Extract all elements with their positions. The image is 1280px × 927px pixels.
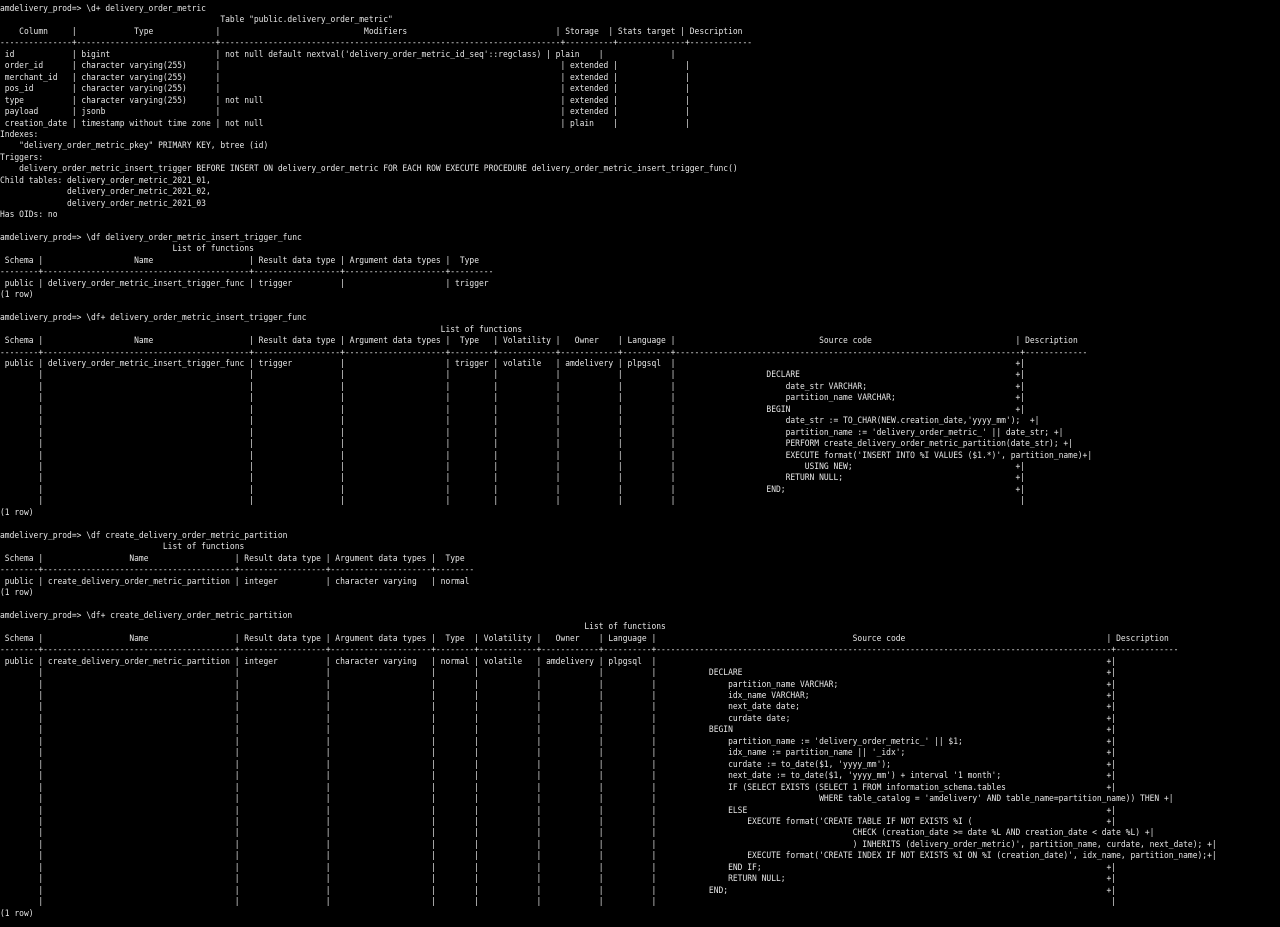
terminal-line: | | | | | | | | END; +| [0,483,1026,494]
terminal-line: public | delivery_order_metric_insert_trigger_func | trigger | | trigger [0,277,489,288]
terminal-line: | | | | | | | | next_date := to_date($1, 'yyyy_mm') + interval '1 month'; +| [0,770,1117,781]
terminal-line: Child tables: delivery_order_metric_2021_01, [0,174,211,185]
terminal-line: | | | | | | | | curdate date; +| [0,712,1117,723]
terminal-line: | | | | | | | | EXECUTE format('INSERT INTO %I VALUES ($1.*)', partition_name)+| [0,449,1093,460]
terminal-line: id | bigint | not null default nextval('delivery_order_metric_id_seq'::regclass) | plain | | [0,48,676,59]
terminal-line: | | | | | | | | END IF; +| [0,861,1117,872]
terminal-line: | | | | | | | | curdate := to_date($1, 'yyyy_mm'); +| [0,758,1117,769]
terminal-line: | | | | | | | | RETURN NULL; +| [0,472,1026,483]
terminal-line: --------+-------------------------------------------+------------------+---------------------+--------- [0,266,494,277]
terminal-line: Table "public.delivery_order_metric" [0,14,393,25]
terminal-line: amdelivery_prod=> \df delivery_order_metric_insert_trigger_func [0,232,302,242]
terminal-line: Schema | Name | Result data type | Argument data types | Type [0,254,480,265]
terminal-line: public | delivery_order_metric_insert_trigger_func | trigger | | trigger | volatile | amdelivery | plpgsql | +| [0,357,1026,368]
terminal-line: | | | | | | | | ELSE +| [0,804,1117,815]
terminal-line: | | | | | | | | date_str := TO_CHAR(NEW.creation_date,'yyyy_mm'); +| [0,415,1040,426]
terminal-line: amdelivery_prod=> \df+ create_delivery_order_metric_partition [0,609,293,620]
terminal-line: order_id | character varying(255) | | extended | | [0,60,690,71]
terminal-line: delivery_order_metric_insert_trigger BEFORE INSERT ON delivery_order_metric FOR EACH ROW EXECUTE PROCEDURE delivery_order_metric_insert_trigger_func() [0,163,738,174]
terminal-line: creation_date | timestamp without time zone | not null | plain | | [0,117,690,128]
terminal-line: Column | Type | Modifiers | Storage | Stats target | Description [0,25,743,36]
terminal-line: payload | jsonb | | extended | | [0,106,690,117]
terminal-line: List of functions [0,243,254,254]
terminal-line: | | | | | | | | | [0,495,1026,506]
terminal-line: | | | | | | | | partition_name := 'delivery_order_metric_' || $1; +| [0,735,1117,746]
terminal-line: | | | | | | | | partition_name VARCHAR; +| [0,678,1117,689]
terminal-line: --------+----------------------------------------+------------------+---------------------+-------- [0,564,475,575]
terminal-line: ---------------+-----------------------------+-----------------------------------------------------------------------+----------+--------------+------------- [0,37,753,48]
terminal-line: | | | | | | | | idx_name VARCHAR; +| [0,690,1117,700]
terminal-line: delivery_order_metric_2021_03 [0,197,206,208]
terminal-line: merchant_id | character varying(255) | | extended | | [0,71,690,82]
terminal-line: pos_id | character varying(255) | | extended | | [0,83,690,94]
terminal-line: Indexes: [0,128,39,139]
terminal-line: public | create_delivery_order_metric_partition | integer | character varying | normal | volatile | amdelivery | plpgsql | +| [0,655,1117,666]
terminal-line: Schema | Name | Result data type | Argument data types | Type | Volatility | Owner | Language | Source code | Description [0,335,1078,346]
terminal-line: List of functions [0,541,245,552]
terminal-line: | | | | | | | | DECLARE +| [0,369,1026,380]
terminal-line: (1 row) [0,289,34,300]
terminal-line: List of functions [0,621,666,632]
terminal-line: | | | | | | | | partition_name VARCHAR; +| [0,392,1026,403]
terminal-line: type | character varying(255) | not null | extended | | [0,94,690,105]
terminal-line: Has OIDs: no [0,209,58,220]
terminal-line: List of functions [0,323,523,334]
terminal-line: --------+-------------------------------------------+------------------+---------------------+---------+------------+------------+----------+------------------------------------------------------------------------+------------- [0,346,1088,357]
terminal-line: | | | | | | | | WHERE table_catalog = 'amdelivery' AND table_name=partition_name)) THEN +| [0,793,1174,804]
terminal-line: | | | | | | | | EXECUTE format('CREATE TABLE IF NOT EXISTS %I ( +| [0,815,1117,826]
terminal-line: (1 row) [0,907,34,918]
terminal-line: Schema | Name | Result data type | Argument data types | Type [0,552,465,563]
terminal-line: | | | | | | | | date_str VARCHAR; +| [0,380,1026,391]
terminal-line: | | | | | | | | ) INHERITS (delivery_order_metric)', partition_name, curdate, next_date); +| [0,838,1217,849]
terminal-line: | | | | | | | | partition_name := 'delivery_order_metric_' || date_str; +| [0,426,1064,437]
terminal-line: | | | | | | | | idx_name := partition_name || '_idx'; +| [0,747,1117,758]
terminal-line: | | | | | | | | PERFORM create_delivery_order_metric_partition(date_str); +| [0,438,1073,449]
terminal-line: Triggers: [0,151,44,162]
terminal-line: amdelivery_prod=> \df create_delivery_order_metric_partition [0,529,288,540]
terminal-line: | | | | | | | | next_date date; +| [0,701,1117,712]
terminal-line: (1 row) [0,506,34,517]
terminal-line: Schema | Name | Result data type | Argument data types | Type | Volatility | Owner | Language | Source code | Description [0,632,1169,643]
terminal-line: --------+----------------------------------------+------------------+---------------------+--------+------------+------------+----------+-----------------------------------------------------------------------------------------------+------------- [0,644,1179,655]
terminal-line: "delivery_order_metric_pkey" PRIMARY KEY, btree (id) [0,140,269,151]
terminal-line: amdelivery_prod=> \df+ delivery_order_metric_insert_trigger_func [0,312,307,323]
terminal-line: | | | | | | | | CHECK (creation_date >= date %L AND creation_date < date %L) +| [0,827,1155,838]
terminal-line: amdelivery_prod=> \d+ delivery_order_metric [0,3,206,13]
terminal-line: | | | | | | | | | [0,896,1117,907]
terminal-line: | | | | | | | | IF (SELECT EXISTS (SELECT 1 FROM information_schema.tables +| [0,781,1117,792]
terminal-line: | | | | | | | | DECLARE +| [0,667,1117,678]
terminal-line: delivery_order_metric_2021_02, [0,186,211,197]
terminal-line: public | create_delivery_order_metric_partition | integer | character varying | normal [0,575,470,586]
terminal-line: | | | | | | | | END; +| [0,884,1117,895]
terminal-line: | | | | | | | | EXECUTE format('CREATE INDEX IF NOT EXISTS %I ON %I (creation_date)', idx_name, partition_name);+| [0,850,1217,861]
terminal-line: (1 row) [0,586,34,597]
terminal-line: | | | | | | | | USING NEW; +| [0,461,1026,471]
terminal-line: | | | | | | | | BEGIN +| [0,403,1026,414]
terminal-line: | | | | | | | | RETURN NULL; +| [0,873,1117,884]
terminal-line: | | | | | | | | BEGIN +| [0,724,1117,735]
